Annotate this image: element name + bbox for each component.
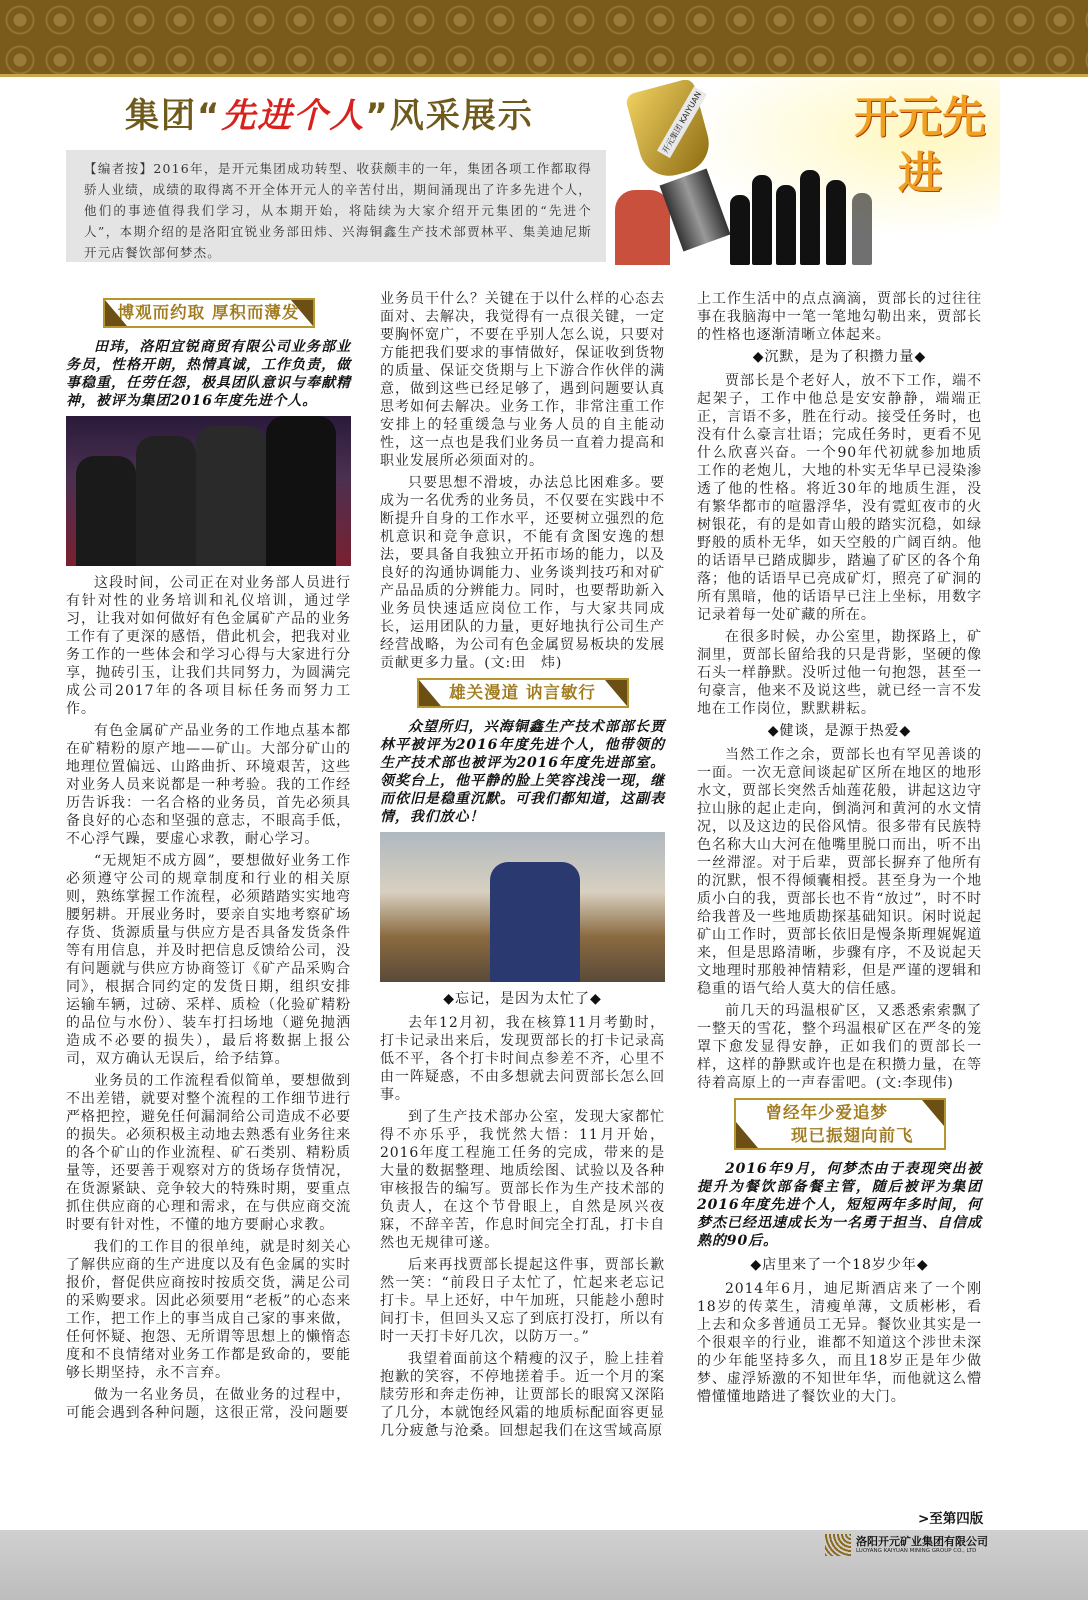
company-logo — [825, 1534, 988, 1556]
page-title — [125, 88, 534, 137]
paragraph: 当然工作之余，贾部长也有罕见善谈的一面。一次无意间谈起矿区所在地区的地形水文，贾部长突然舌灿莲花般，讲起这边守拉山脉的起止走向，倒淌河和黄河的水文情况，以及这边的民俗风情。很多带有民族特色名称大山大河在他嘴里脱口而出，听不出一丝滞涩。对于后辈，贾部长摒弃了他所有的沉默，恨不得倾囊相授。甚至身为一个地质小白的我，贾部长也不肯“放过”，时不时给我普及一些地质勘探基础知识。闲时说起矿山工作时，贾部长依旧是慢条斯理娓娓道来，但是思路清晰，步骤有序，不及说起天文地理时那般神情精彩，但是严谨的逻辑和稳重的语气给人莫大的信任感。 — [697, 747, 982, 997]
column-2 — [380, 290, 665, 1444]
hand-graphic — [615, 190, 670, 265]
subheading: ◆店里来了一个18岁少年◆ — [750, 1257, 929, 1273]
person-figure — [136, 436, 196, 566]
article-intro: 2016年9月，何梦杰由于表现突出被提升为餐饮部备餐主管，随后被评为集团2016年度先进个人，短短两年多时间，何梦杰已经迅速成长为一名勇于担当、自信成熟的90后。 — [697, 1161, 982, 1249]
paragraph: 只要思想不滑坡，办法总比困难多。要成为一名优秀的业务员，不仅要在实践中不断提升自身的工作水平，还要树立强烈的危机意识和竞争意识，不能有贪图安逸的想法，要具备自我独立开拓市场的能力，以及良好的沟通协调能力、业务谈判技巧和对矿产品品质的分辨能力。同时，也要帮助新入业务员快速适应岗位工作，与大家共同成长，运用团队的力量，更好地执行公司生产经营战略，为公司有色金属贸易板块的发展贡献更多力量。(文:田 炜) — [380, 475, 665, 671]
article-photo — [66, 416, 351, 566]
section-header — [734, 1098, 946, 1150]
editor-note: 【编者按】2016年，是开元集团成功转型、收获颇丰的一年，集团各项工作都取得骄人业绩，成绩的取得离不开全体开元人的辛苦付出，期间涌现出了许多先进个人，他们的事迹值得我们学习，从本期开始，将陆续为大家介绍开元集团的“先进个人”，本期介绍的是洛阳宜锐业务部田炜、兴海铜鑫生产技术部贾林平、集美迪尼斯开元店餐饮部何梦杰。 — [66, 150, 606, 262]
paragraph: 后来再找贾部长提起这件事，贾部长歉然一笑：“前段日子太忙了，忙起来老忘记打卡。早上还好，中午加班，只能趁小憩时间打卡，但回头又忘了到底打没打，所以有时一天打卡好几次，以防万一。” — [380, 1257, 665, 1345]
column-3 — [697, 290, 982, 1410]
hero-image — [615, 80, 1000, 265]
section-header: 博观而约取 厚积而薄发 — [103, 298, 315, 328]
title-prefix: 集团“ — [125, 96, 222, 136]
person-figure — [490, 862, 580, 982]
subheading: ◆沉默，是为了积攒力量◆ — [752, 349, 927, 365]
footer-company-en: LUOYANG KAIYUAN MINING GROUP CO., LTD — [856, 1547, 977, 1554]
article-intro: 众望所归，兴海铜鑫生产技术部部长贾林平被评为2016年度先进个人，他带领的生产技术部也被评为2016年度先进部室。领奖台上，他平静的脸上笑容浅浅一现，继而依旧是稳重沉默。可我们都知道，这副表情，我们放心！ — [380, 719, 665, 825]
trophy-label: 开元集团 KAIYUAN — [657, 87, 707, 158]
paragraph: 我们的工作目的很单纯，就是时刻关心了解供应商的生产进度以及有色金属的实时报价，督促供应商按时按质交货，满足公司的采购要求。因此必须要用“老板”的心态来工作，把工作上的事当成自己家的事来做，任何怀疑、抱怨、无所谓等思想上的懒惰态度和不良情绪对业务工作都是致命的，要能够长期坚持，永不言弃。 — [66, 1239, 351, 1381]
paragraph: 在很多时候，办公室里，勘探路上，矿洞里，贾部长留给我的只是背影，坚硬的像石头一样静默。没听过他一句抱怨，甚至一句豪言，他来不及说这些，就已经一言不发地在工作岗位，默默耕耘。 — [697, 629, 982, 717]
person-figure — [76, 456, 136, 566]
footer-company-cn: 洛阳开元矿业集团有限公司 — [856, 1534, 988, 1548]
footer — [0, 1530, 1088, 1600]
title-highlight: 先进个人 — [221, 96, 366, 136]
trophy-base — [660, 169, 731, 252]
paragraph: 做为一名业务员，在做业务的过程中，可能会遇到各种问题，这很正常，没问题要 — [66, 1387, 351, 1421]
paragraph: 去年12月初，我在核算11月考勤时，打卡记录出来后，发现贾部长的打卡记录高低不平，各个打卡时间点参差不齐，心里不由一阵疑惑，不由多想就去问贾部长怎么回事。 — [380, 1015, 665, 1103]
section-header-line: 曾经年少爱追梦 — [765, 1103, 888, 1122]
subheading: ◆健谈，是源于热爱◆ — [767, 723, 912, 739]
paragraph: “无规矩不成方圆”，要想做好业务工作必须遵守公司的规章制度和行业的相关原则，熟练掌握工作流程，必须踏踏实实地弯腰躬耕。开展业务时，要亲自实地考察矿场存货、货源质量与供应方是否具备发货条件等有用信息，并及时把信息反馈给公司，没有问题就与供应方协商签订《矿产品采购合同》，根据合同约定的发货日期，组织安排运输车辆，过磅、采样、质检（化验矿精粉的品位与水份）、装车打扫场地（避免抛洒造成不必要的损失），最后将数据上报公司，双方确认无误后，给予结算。 — [66, 853, 351, 1067]
title-suffix: ”风采展示 — [365, 96, 534, 136]
paragraph: 业务员的工作流程看似简单，要想做到不出差错，就要对整个流程的工作细节进行严格把控，避免任何漏洞给公司造成不必要的损失。必须积极主动地去熟悉有业务往来的各个矿山的作业流程、矿石类别、精粉质量等，还要善于观察对方的货场存货情况，在货源紧缺、竞争较大的特殊时期，要重点抓住供应商的心理和需求，在与供应商交流时要有针对性，不懂的地方要耐心求教。 — [66, 1073, 351, 1233]
paragraph: 贾部长是个老好人，放不下工作，端不起架子，工作中他总是安安静静，端端正正，言语不多，胜在行动。接受任务时，也没有什么豪言壮语；完成任务时，更看不见什么欣喜兴奋。一个90年代初就参加地质工作的老炮儿，大地的朴实无华早已浸染渗透了他的性格。将近30年的地质生涯，没有繁华都市的喧嚣浮华，没有霓虹夜市的火树银花，有的是如青山般的踏实沉稳，如绿野般的质朴无华，如天空般的广阔百纳。他的话语早已踏成脚步，踏遍了矿区的各个角落；他的话语早已亮成矿灯，照亮了矿洞的所有黑暗，他的话语早已注上坐标，用数字记录着每一处矿藏的所在。 — [697, 373, 982, 623]
paragraph: 前几天的玛温根矿区，又悉悉索索飘了一整天的雪花，整个玛温根矿区在严冬的笼罩下愈发显得安静，正如我们的贾部长一样，这样的静默或许也是在积攒力量，在等待着高原上的一声春雷吧。(文:李现伟) — [697, 1003, 982, 1091]
article-intro: 田玮，洛阳宜锐商贸有限公司业务部业务员，性格开朗，热情真诚，工作负责，做事稳重，任劳任怨，极具团队意识与奉献精神，被评为集团2016年度先进个人。 — [66, 339, 351, 409]
section-header-line: 现已振翅向前飞 — [791, 1126, 914, 1145]
paragraph: 2014年6月，迪尼斯酒店来了一个刚18岁的传菜生，清瘦单薄，文质彬彬，看上去和众多普通员工无异。餐饮业其实是一个很艰辛的行业，谁都不知道这个涉世未深的少年能坚持多久，而且18岁正是年少做梦、虚浮矫激的不知世年华，而他就这么懵懵懂懂地踏进了餐饮业的大门。 — [697, 1281, 982, 1405]
continued-label: >至第四版 — [918, 1511, 984, 1527]
paragraph: 业务员干什么？关键在于以什么样的心态去面对、去解决，我觉得有一点很关键，一定要胸怀宽广，不要在乎别人怎么说，只要对方能把我们要求的事情做好，保证收到货物的质量、保证交货期与上下游合作伙伴的满意，做到这些已经足够了，遇到问题要认真思考如何去解决。业务工作，非常注重工作安排上的轻重缓急与业务人员的自主能动性，这一点也是我们业务员一直着力提高和职业发展所必须面对的。 — [380, 291, 665, 469]
paragraph: 上工作生活中的点点滴滴，贾部长的过往往事在我脑海中一笔一笔地勾勒出来，贾部长的性格也逐渐清晰立体起来。 — [697, 291, 982, 343]
kaiyuan-advanced-art: 开元先进 — [854, 92, 986, 199]
top-banner — [0, 0, 1088, 77]
column-1 — [66, 292, 351, 1426]
paragraph: 这段时间，公司正在对业务部人员进行有针对性的业务培训和礼仪培训，通过学习，让我对如何做好有色金属矿产品的业务工作有了更深的感悟，借此机会，把我对业务工作的一些体会和学习心得与大家进行分享，抛砖引玉，让我们共同努力，为圆满完成公司2017年的各项目标任务而努力工作。 — [66, 575, 351, 717]
subheading: ◆忘记，是因为太忙了◆ — [443, 991, 602, 1007]
paragraph: 有色金属矿产品业务的工作地点基本都在矿精粉的原产地——矿山。大部分矿山的地理位置偏远、山路曲折、环境艰苦，这些对业务人员来说都是一种考验。我的工作经历告诉我：一名合格的业务员，首先必须具备良好的心态和坚强的意志，不眼高手低，不心浮气躁，要虚心求教，耐心学习。 — [66, 723, 351, 847]
person-figure — [196, 426, 266, 566]
person-figure — [266, 416, 336, 566]
article-photo — [380, 832, 665, 982]
paragraph: 到了生产技术部办公室，发现大家都忙得不亦乐乎，我恍然大悟：11月开始，2016年度工程施工任务的完成，带来的是大量的数据整理、地质绘图、试验以及各种审核报告的编写。贾部长作为生产技术部的负责人，在这个节骨眼上，自然是夙兴夜寐，不辞辛苦，作息时间完全打乱，打卡自然也无规律可遂。 — [380, 1109, 665, 1251]
logo-mark-icon — [825, 1534, 851, 1556]
section-header: 雄关漫道 讷言敏行 — [417, 678, 629, 708]
paragraph: 我望着面前这个精瘦的汉子，脸上挂着抱歉的笑容，不停地搓着手。近一个月的案牍劳形和奔走伤神，让贾部长的眼窝又深陷了几分，本就饱经风霜的地质标配面容更显几分疲惫与沧桑。回想起我们在这雪域高原 — [380, 1351, 665, 1439]
